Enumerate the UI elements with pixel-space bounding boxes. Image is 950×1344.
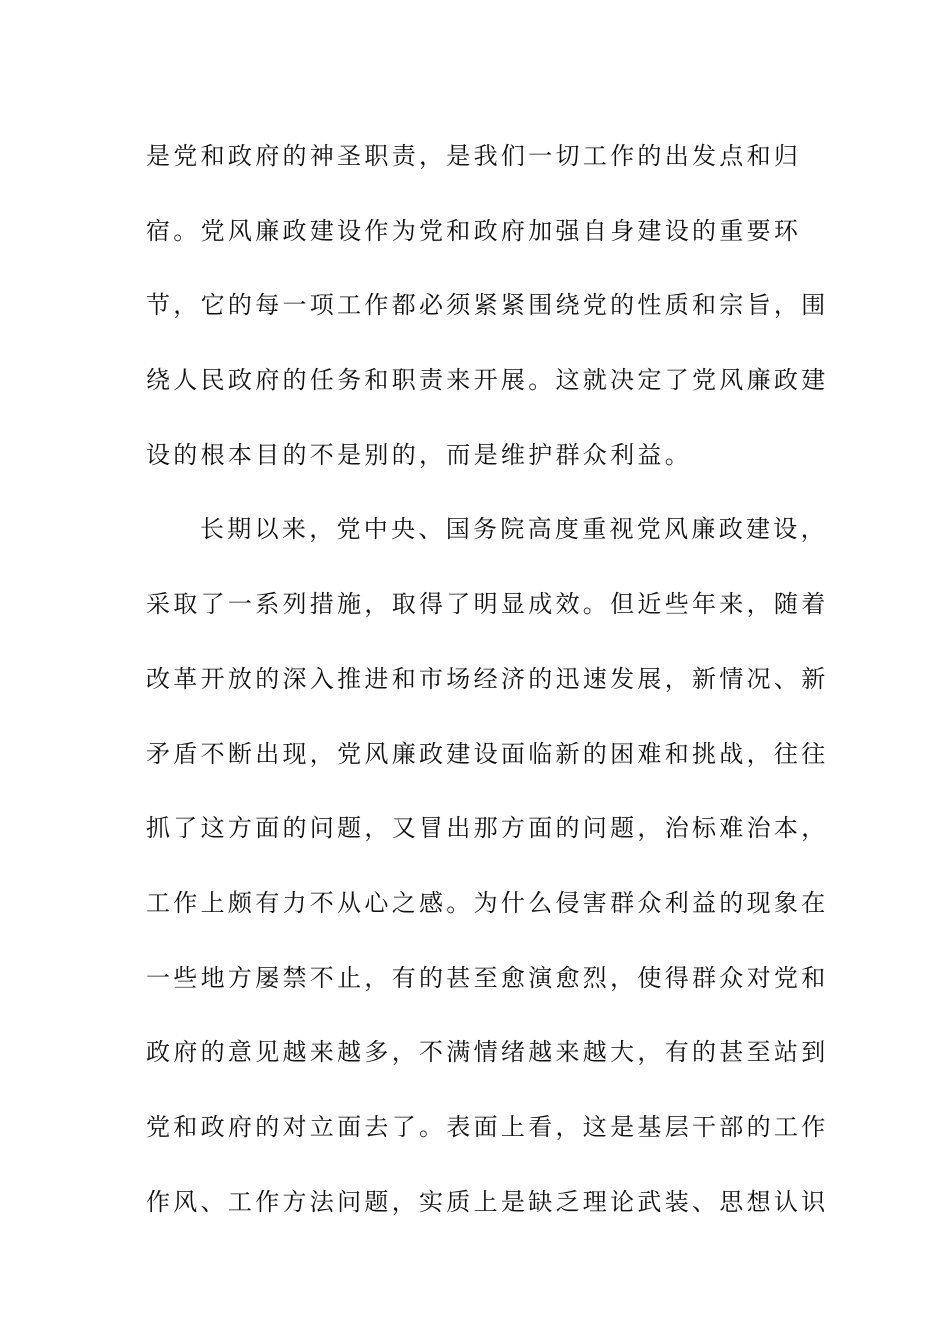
- text-line-3: 节，它的每一项工作都必须紧紧围绕党的性质和宗旨，围: [146, 291, 829, 320]
- text-line-12: 一些地方屡禁不止，有的甚至愈演愈烈，使得群众对党和: [146, 963, 829, 992]
- text-line-7: 采取了一系列措施，取得了明显成效。但近些年来，随着: [146, 590, 829, 619]
- text-line-13: 政府的意见越来越多，不满情绪越来越大，有的甚至站到: [146, 1038, 829, 1067]
- text-line-15: 作风、工作方法问题，实质上是缺乏理论武装、思想认识: [146, 1187, 829, 1216]
- body-text: [146, 132, 829, 1252]
- text-line-10: 抓了这方面的问题，又冒出那方面的问题，治标难治本，: [146, 814, 829, 843]
- text-line-14: 党和政府的对立面去了。表面上看，这是基层干部的工作: [146, 1112, 829, 1141]
- text-line-5: 设的根本目的不是别的，而是维护群众利益。: [146, 440, 692, 469]
- text-line-6: 长期以来，党中央、国务院高度重视党风廉政建设，: [200, 515, 828, 544]
- text-line-11: 工作上颇有力不从心之感。为什么侵害群众利益的现象在: [146, 888, 829, 917]
- text-line-2: 宿。党风廉政建设作为党和政府加强自身建设的重要环: [146, 216, 802, 245]
- text-line-9: 矛盾不断出现，党风廉政建设面临新的困难和挑战，往往: [146, 739, 829, 768]
- text-line-8: 改革开放的深入推进和市场经济的迅速发展，新情况、新: [146, 664, 829, 693]
- text-line-4: 绕人民政府的任务和职责来开展。这就决定了党风廉政建: [146, 366, 829, 395]
- text-line-1: 是党和政府的神圣职责，是我们一切工作的出发点和归: [146, 142, 802, 170]
